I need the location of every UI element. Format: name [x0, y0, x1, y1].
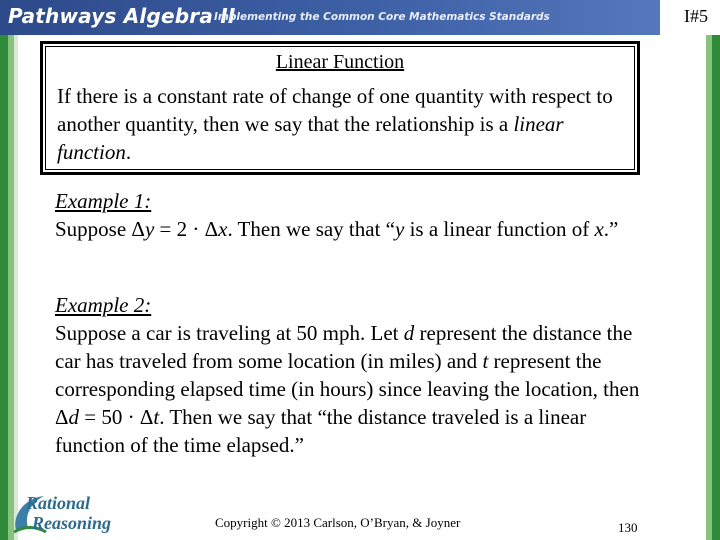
example-1-title: Example 1: [55, 189, 152, 213]
example-1 [55, 187, 645, 243]
header-band [0, 0, 720, 35]
brand-title: Pathways Algebra II [8, 4, 236, 28]
logo-line-2: Reasoning [32, 513, 112, 533]
rational-reasoning-logo [10, 492, 130, 536]
page-number: 130 [618, 520, 638, 535]
left-stripe [0, 35, 8, 540]
definition-box [40, 41, 640, 175]
definition-title: Linear Function [275, 51, 405, 73]
slide-id: I#5 [684, 6, 708, 26]
example-2 [55, 291, 645, 459]
example-2-title: Example 2: [55, 293, 152, 317]
logo-line-1: Rational [26, 493, 91, 513]
copyright: Copyright © 2013 Carlson, O’Bryan, & Joyner [215, 515, 461, 530]
example-2-text: Suppose a car is traveling at 50 mph. Let d represent the distance the car has traveled from some location (in miles) and t represent the corresponding elapsed time (in hours) since leaving the location, then Δd = 50 · Δt. Then we say that “the distance traveled is a linear function of the time elapsed.” [55, 321, 640, 457]
left-stripe [14, 35, 18, 540]
right-stripe [706, 35, 712, 540]
definition-text: If there is a constant rate of change of one quantity with respect to another quantity, then we say that the relationship is a linear function. [57, 84, 613, 164]
right-stripe [712, 35, 720, 540]
brand-subtitle: Implementing the Common Core Mathematics Standards [214, 11, 550, 23]
example-1-text: Suppose Δy = 2 · Δx. Then we say that “y is a linear function of x.” [55, 217, 619, 241]
